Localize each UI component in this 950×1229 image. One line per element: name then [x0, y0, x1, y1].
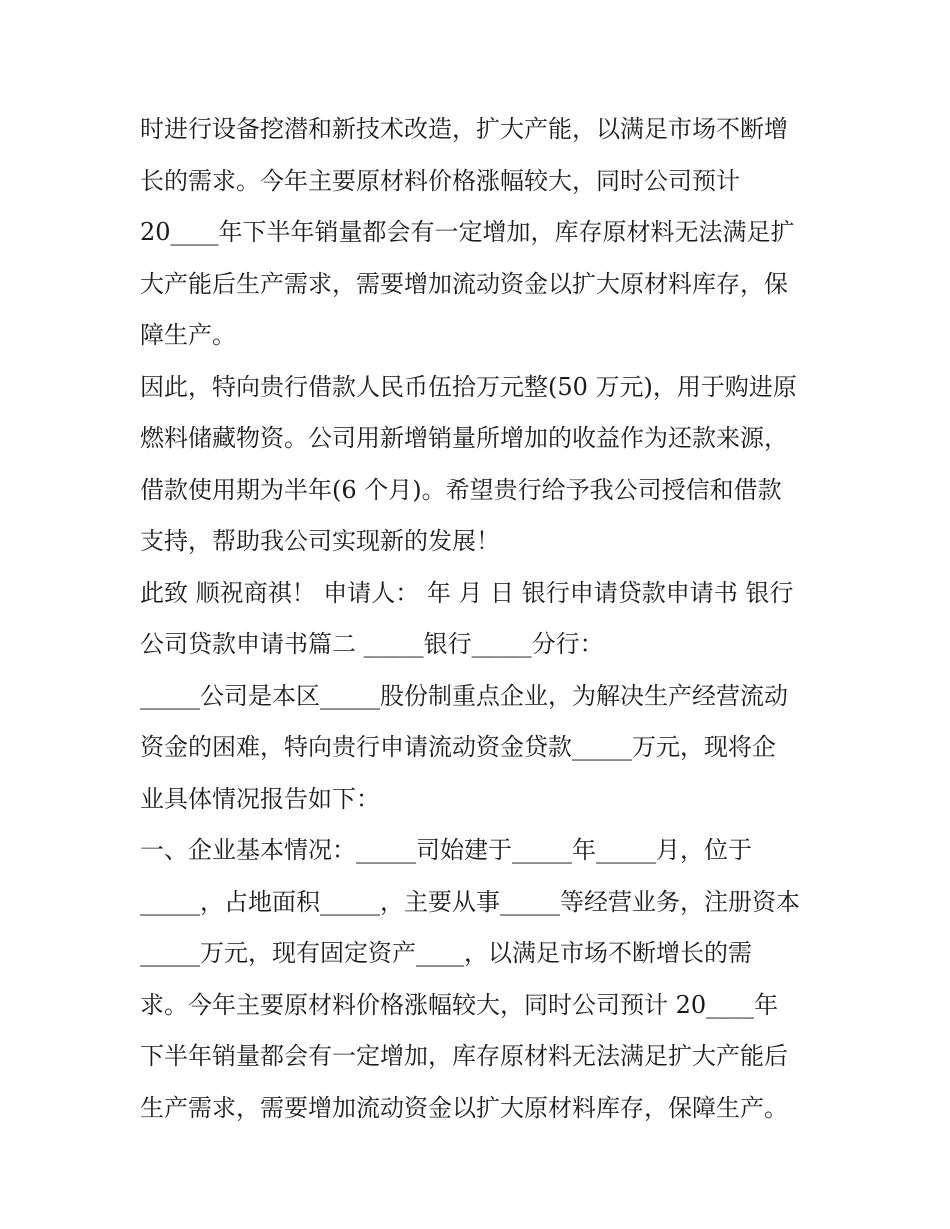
- text-line: 业具体情况报告如下：: [140, 784, 380, 813]
- text-line: 借款使用期为半年(6 个月)。希望贵行给予我公司授信和借款: [140, 475, 782, 504]
- text-line: 此致 顺祝商祺！ 申请人： 年 月 日 银行申请贷款申请书 银行: [140, 578, 794, 607]
- text-line: _____，占地面积_____，主要从事_____等经营业务，注册资本: [140, 887, 800, 916]
- text-line: 20____年下半年销量都会有一定增加，库存原材料无法满足扩: [140, 218, 795, 246]
- document-body: [140, 104, 830, 1134]
- text-line: 长的需求。今年主要原材料价格涨幅较大，同时公司预计: [140, 166, 740, 195]
- text-line: 时进行设备挖潜和新技术改造，扩大产能，以满足市场不断增: [140, 115, 788, 143]
- text-line: 求。今年主要原材料价格涨幅较大，同时公司预计 20____年: [140, 990, 779, 1019]
- text-line: _____公司是本区_____股份制重点企业，为解决生产经营流动: [140, 681, 788, 710]
- text-line: 因此，特向贵行借款人民币伍拾万元整(50 万元)，用于购进原: [140, 372, 797, 401]
- text-line: 大产能后生产需求，需要增加流动资金以扩大原材料库存，保: [140, 269, 788, 298]
- text-line: 生产需求，需要增加流动资金以扩大原材料库存，保障生产。: [140, 1093, 788, 1122]
- text-line: 资金的困难，特向贵行申请流动资金贷款_____万元，现将企: [140, 733, 776, 761]
- text-line: 燃料储藏物资。公司用新增销量所增加的收益作为还款来源，: [140, 424, 788, 452]
- text-line: _____万元，现有固定资产____，以满足市场不断增长的需: [140, 939, 752, 967]
- text-line: 一、企业基本情况：_____司始建于_____年_____月，位于: [140, 836, 752, 864]
- text-line: 支持，帮助我公司实现新的发展！: [140, 527, 500, 555]
- text-line: 公司贷款申请书篇二 _____银行_____分行：: [140, 630, 604, 658]
- text-line: 下半年销量都会有一定增加，库存原材料无法满足扩大产能后: [140, 1042, 788, 1070]
- text-line: 障生产。: [140, 321, 236, 349]
